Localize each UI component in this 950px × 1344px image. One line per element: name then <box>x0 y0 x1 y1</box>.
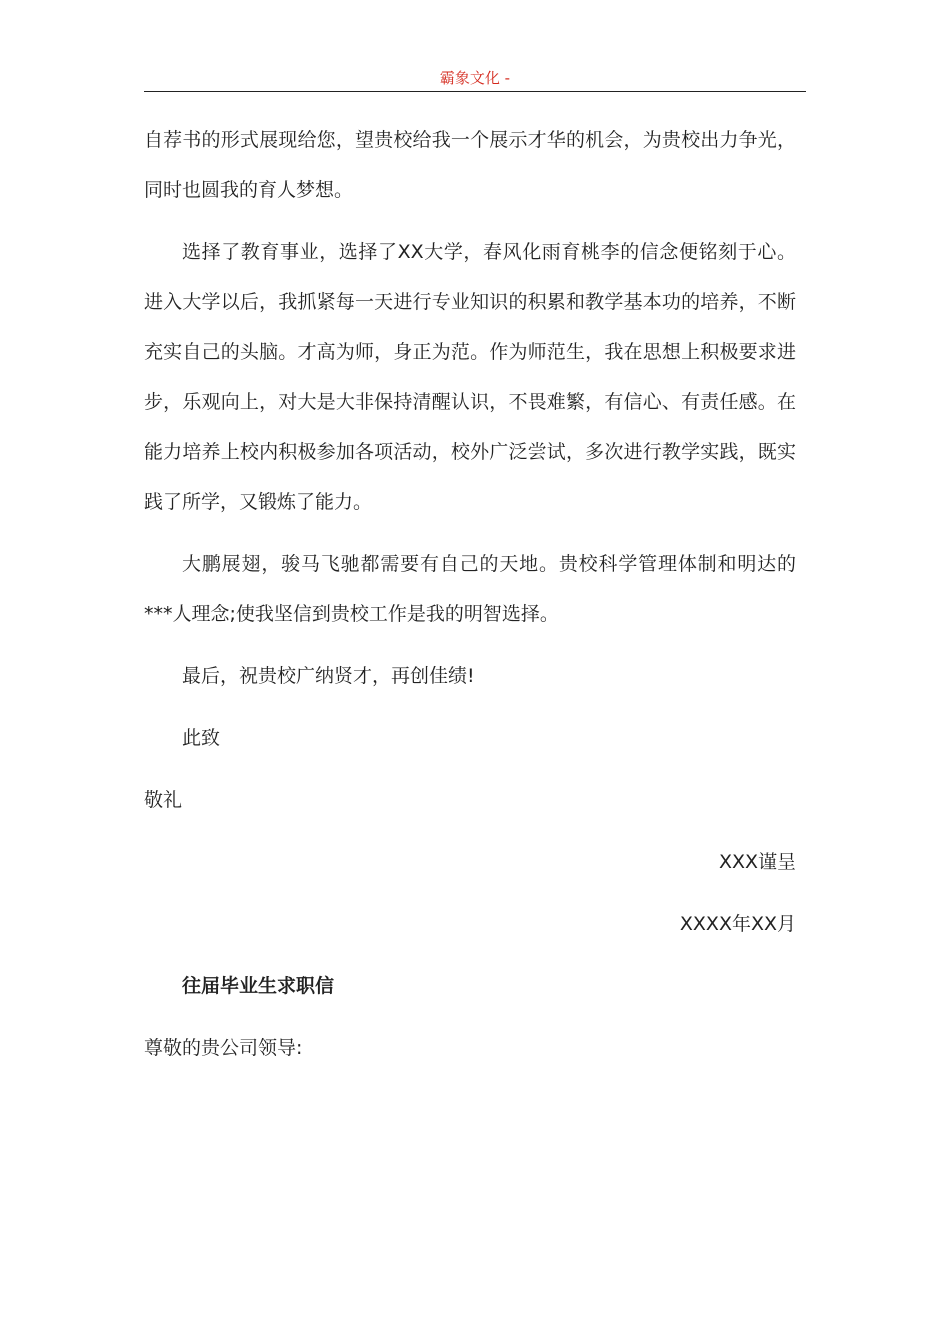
closing-jingli: 敬礼 <box>144 789 183 811</box>
paragraph-education: 选择了教育事业，选择了XX大学，春风化雨育桃李的信念便铭刻于心。进入大学以后，我抓紧每一天进行专业知识的积累和教学基本功的培养，不断充实自己的头脑。才高为师，身正为范。作为师范生，我在思想上积极要求进步，乐观向上，对大是大非保持清醒认识，不畏难繁，有信心、有责任感。在能力培养上校内积极参加各项活动，校外广泛尝试，多次进行教学实践，既实践了所学，又锻炼了能力。 <box>144 241 796 513</box>
signature-name: XXX谨呈 <box>718 851 796 873</box>
paragraph-intro-continued: 自荐书的形式展现给您，望贵校给我一个展示才华的机会，为贵校出力争光，同时也圆我的育人梦想。 <box>144 129 796 201</box>
section-title: 往届毕业生求职信 <box>182 975 335 997</box>
paragraph-wishes: 最后，祝贵校广纳贤才，再创佳绩! <box>182 665 475 687</box>
document-body <box>144 115 796 1085</box>
header-title: 霸象文化 - <box>439 69 511 87</box>
signature-date: XXXX年XX月 <box>679 913 796 935</box>
salutation: 尊敬的贵公司领导: <box>144 1037 303 1059</box>
paragraph-aspiration: 大鹏展翅，骏马飞驰都需要有自己的天地。贵校科学管理体制和明达的***人理念;使我坚信到贵校工作是我的明智选择。 <box>144 553 796 625</box>
closing-zhici: 此致 <box>182 727 221 749</box>
page-header <box>144 66 806 92</box>
